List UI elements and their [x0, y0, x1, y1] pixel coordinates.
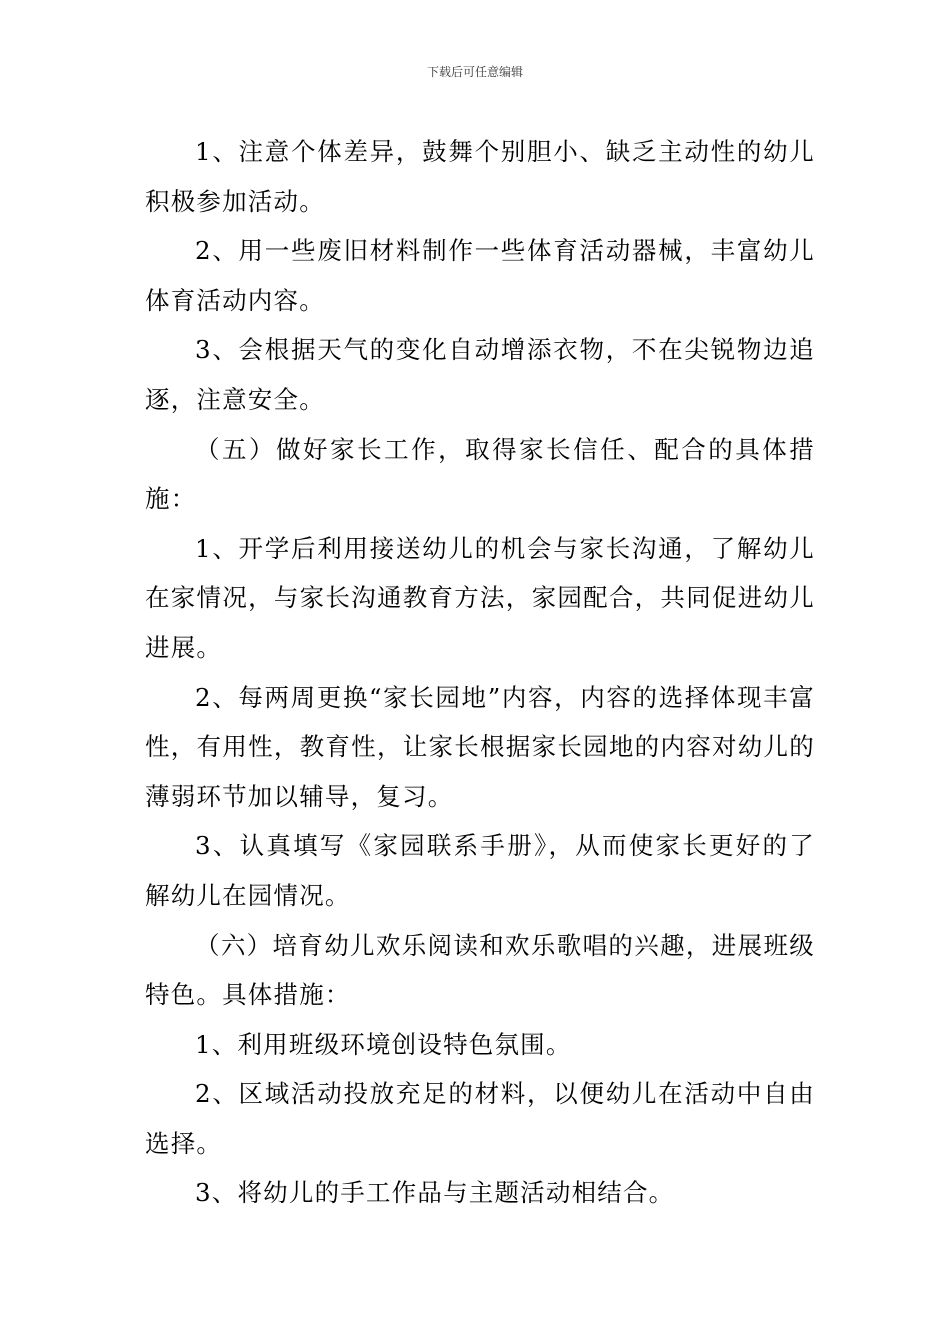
paragraph-6: 3、认真填写《家园联系手册》，从而使家长更好的了解幼儿在园情况。 — [145, 831, 815, 910]
paragraph-9: 3、将幼儿的手工作品与主题活动相结合。 — [195, 1178, 675, 1208]
paragraph-3: 3、会根据天气的变化自动增添衣物，不在尖锐物边追逐，注意安全。 — [145, 335, 815, 414]
paragraph-8: 2、区域活动投放充足的材料，以便幼儿在活动中自由选择。 — [145, 1079, 815, 1158]
document-body — [145, 127, 815, 1218]
paragraph-4: 1、开学后利用接送幼儿的机会与家长沟通，了解幼儿在家情况，与家长沟通教育方法，家园配合，共同促进幼儿进展。 — [145, 533, 815, 662]
paragraph-2: 2、用一些废旧材料制作一些体育活动器械，丰富幼儿体育活动内容。 — [145, 236, 815, 315]
page-header: 下载后可任意编辑 — [426, 65, 523, 79]
section-heading-5: （五）做好家长工作，取得家长信任、配合的具体措施： — [145, 434, 815, 514]
paragraph-5: 2、每两周更换“家长园地”内容，内容的选择体现丰富性，有用性，教育性，让家长根据家长园地的内容对幼儿的薄弱环节加以辅导，复习。 — [145, 682, 815, 811]
paragraph-1: 1、注意个体差异，鼓舞个别胆小、缺乏主动性的幼儿积极参加活动。 — [145, 137, 815, 216]
paragraph-7: 1、利用班级环境创设特色氛围。 — [195, 1029, 572, 1059]
section-heading-6: （六）培育幼儿欢乐阅读和欢乐歌唱的兴趣，进展班级特色。具体措施： — [145, 930, 815, 1010]
